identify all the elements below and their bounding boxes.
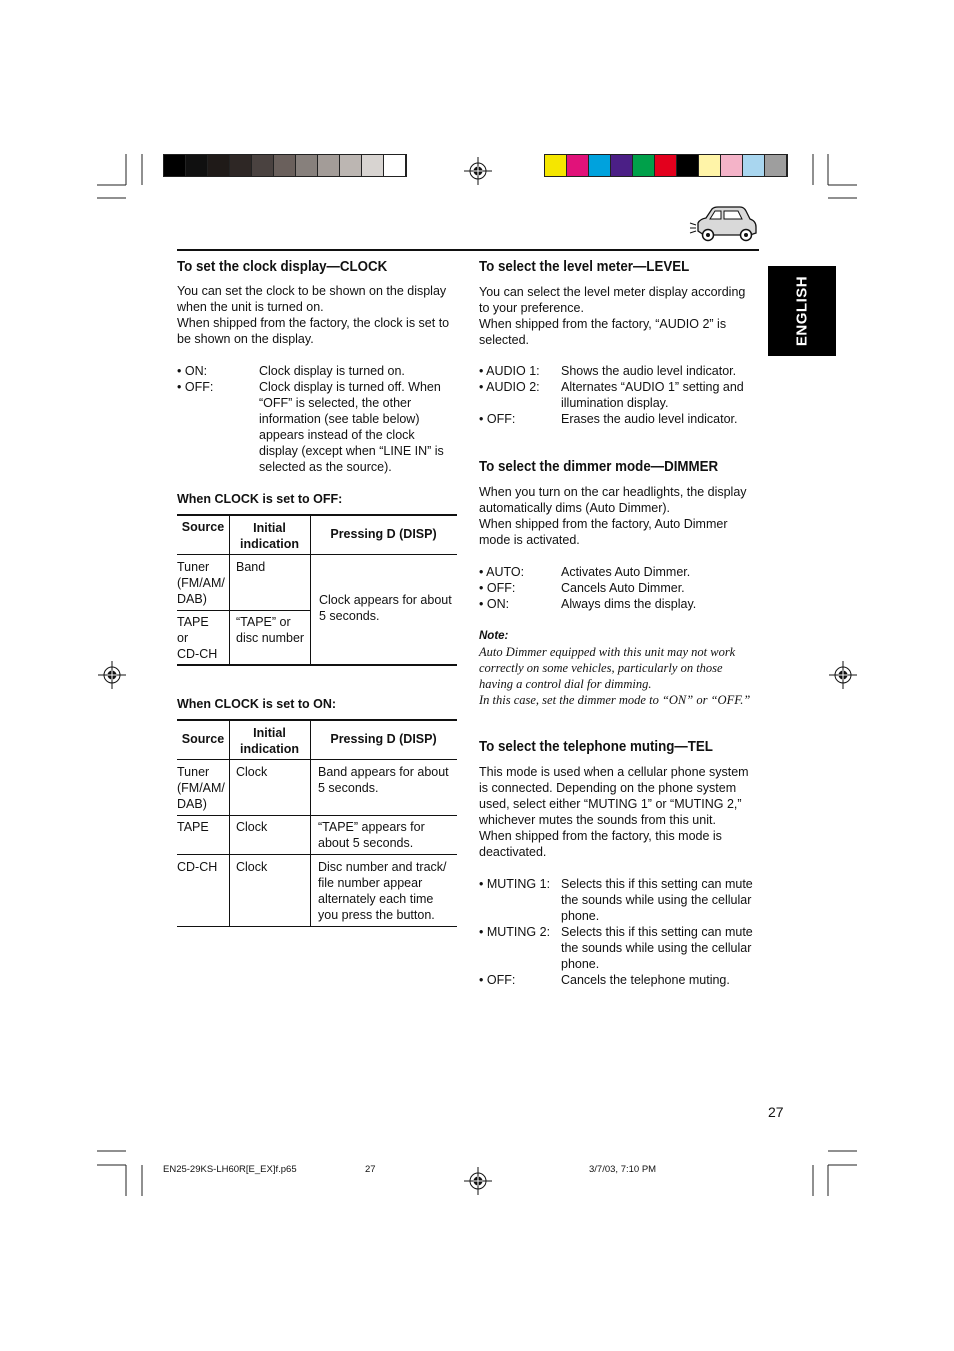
table-row-initial	[236, 559, 265, 575]
text-line: When shipped from the factory, “AUDIO 2” is	[479, 317, 727, 331]
text-line: about 5 seconds.	[318, 836, 414, 850]
car-icon	[688, 203, 760, 245]
text-line: you press the button.	[318, 908, 435, 922]
text-line: alternately each time	[318, 892, 434, 906]
text-line: You can set the clock to be shown on the display	[177, 284, 447, 298]
clock-off-table	[177, 514, 457, 667]
text-line: indication	[239, 537, 300, 551]
text-line: be shown on the display.	[177, 332, 314, 346]
text-line: selected.	[479, 333, 530, 347]
text-line: Band appears for about	[318, 765, 449, 779]
dimmer-heading: To select the dimmer mode—DIMMER	[479, 459, 719, 475]
text-line: “OFF” is selected, the other	[259, 396, 412, 410]
gray-swatch	[208, 155, 230, 176]
dimmer-intro	[479, 484, 764, 548]
text-line: whichever mutes the sounds from this unit.	[479, 813, 716, 827]
text-line: used, select either “MUTING 1” or “MUTING 2,”	[479, 797, 742, 811]
clock-intro	[177, 283, 462, 347]
footer-file: EN25-29KS-LH60R[E_EX]f.p65	[163, 1164, 297, 1175]
table-row-pressing	[319, 592, 452, 624]
table-row-initial: Clock	[236, 765, 268, 779]
text-line: the sounds while using the cellular	[561, 893, 752, 907]
table-row-source: CD-CH	[177, 860, 218, 874]
option-desc: Cancels Auto Dimmer.	[561, 581, 685, 595]
color-swatch	[677, 155, 699, 176]
text-line: When shipped from the factory, the clock is set to	[177, 316, 450, 330]
text-line: when the unit is turned on.	[177, 300, 324, 314]
text-line: selected as the source).	[259, 460, 392, 474]
text-line: Band	[236, 560, 266, 574]
text-line: phone.	[561, 909, 600, 923]
clock-option-on	[177, 363, 462, 379]
text-line: When shipped from the factory, Auto Dimmer	[479, 517, 728, 531]
table-row-pressing	[318, 764, 449, 796]
option-desc: Clock display is turned on.	[259, 364, 405, 378]
tel-option-muting2	[479, 924, 764, 972]
text-line: disc number	[236, 631, 305, 645]
gray-swatch	[230, 155, 252, 176]
dimmer-option-on	[479, 596, 764, 612]
color-swatch	[589, 155, 611, 176]
option-label: • ON:	[479, 597, 510, 611]
text-line: to your preference.	[479, 301, 584, 315]
clock-on-table	[177, 719, 457, 928]
col-header-initial	[229, 520, 310, 552]
option-desc	[561, 379, 744, 411]
text-line: correctly on some vehicles, particularly on those	[479, 661, 723, 675]
option-desc	[561, 876, 753, 924]
dimmer-option-auto	[479, 564, 764, 580]
color-swatch	[611, 155, 633, 176]
footer-page: 27	[365, 1164, 376, 1175]
text-line: file number appear	[318, 876, 423, 890]
level-heading: To select the level meter—LEVEL	[479, 259, 690, 275]
text-line: Clock appears for about	[319, 593, 452, 607]
dimmer-option-off	[479, 580, 764, 596]
option-desc: Activates Auto Dimmer.	[561, 565, 691, 579]
level-option-audio2	[479, 379, 764, 411]
gray-swatch	[318, 155, 340, 176]
color-swatch	[699, 155, 721, 176]
gray-swatch	[252, 155, 274, 176]
language-tab	[768, 266, 836, 356]
option-label: • OFF:	[177, 380, 214, 394]
text-line: display (except when “LINE IN” is	[259, 444, 444, 458]
header-rule	[177, 249, 759, 251]
registration-target-icon	[464, 1167, 492, 1195]
col-header-pressing: Pressing D (DISP)	[330, 527, 437, 541]
text-line: DAB)	[177, 592, 207, 606]
text-line: DAB)	[177, 797, 207, 811]
grayscale-bar	[163, 154, 407, 177]
gray-swatch	[164, 155, 186, 176]
level-option-off	[479, 411, 764, 427]
tel-intro	[479, 764, 764, 860]
table-row-pressing	[318, 819, 425, 851]
text-line: or	[177, 631, 189, 645]
text-line: is connected. Depending on the phone system	[479, 781, 737, 795]
text-line: Selects this if this setting can mute	[561, 877, 753, 891]
clock-option-off	[177, 379, 462, 475]
color-swatch	[633, 155, 655, 176]
page-number: 27	[768, 1104, 784, 1120]
option-desc	[259, 379, 444, 475]
text-line: TAPE	[177, 615, 209, 629]
color-swatch	[567, 155, 589, 176]
text-line: This mode is used when a cellular phone system	[479, 765, 749, 779]
registration-target-icon	[464, 157, 492, 185]
option-desc: Cancels the telephone muting.	[561, 973, 730, 987]
text-line: (FM/AM/	[177, 576, 225, 590]
gray-swatch	[384, 155, 406, 176]
text-line: the sounds while using the cellular	[561, 941, 752, 955]
gray-swatch	[274, 155, 296, 176]
table-row-source	[177, 559, 225, 607]
color-swatch	[655, 155, 677, 176]
footer-date: 3/7/03, 7:10 PM	[589, 1164, 657, 1175]
option-label: • MUTING 1:	[479, 877, 551, 891]
text-line: deactivated.	[479, 845, 547, 859]
note-label: Note:	[479, 630, 509, 642]
text-line: illumination display.	[561, 396, 669, 410]
tel-option-muting1	[479, 876, 764, 924]
text-line: automatically dims (Auto Dimmer).	[479, 501, 671, 515]
tel-heading: To select the telephone muting—TEL	[479, 739, 713, 755]
text-line: You can select the level meter display according	[479, 285, 746, 299]
text-line: phone.	[561, 957, 600, 971]
option-desc	[561, 924, 753, 972]
gray-swatch	[296, 155, 318, 176]
text-line: 5 seconds.	[319, 609, 380, 623]
text-line: Initial	[253, 521, 286, 535]
table-row-pressing	[318, 859, 447, 923]
text-line: “TAPE” appears for	[318, 820, 425, 834]
text-line: Tuner	[177, 765, 210, 779]
text-line: When shipped from the factory, this mode is	[479, 829, 722, 843]
dimmer-note	[479, 644, 769, 708]
gray-swatch	[340, 155, 362, 176]
text-line: indication	[239, 742, 300, 756]
color-swatch	[545, 155, 567, 176]
table-on-title: When CLOCK is set to ON:	[177, 697, 337, 711]
text-line: information (see table below)	[259, 412, 420, 426]
tel-option-off	[479, 972, 764, 988]
option-label: • OFF:	[479, 412, 516, 426]
option-label: • MUTING 2:	[479, 925, 551, 939]
table-row-source: TAPE	[177, 820, 209, 834]
color-bar	[544, 154, 788, 177]
text-line: (FM/AM/	[177, 781, 225, 795]
text-line: CD-CH	[177, 647, 218, 661]
col-header-source: Source	[181, 520, 225, 534]
text-line: Selects this if this setting can mute	[561, 925, 753, 939]
table-row-initial: Clock	[236, 820, 268, 834]
col-header-pressing: Pressing D (DISP)	[330, 732, 437, 746]
text-line: mode is activated.	[479, 533, 580, 547]
table-off-title: When CLOCK is set to OFF:	[177, 492, 343, 506]
level-option-audio1	[479, 363, 764, 379]
text-line: “TAPE” or	[236, 615, 291, 629]
table-row-initial: Clock	[236, 860, 268, 874]
option-label: • AUDIO 1:	[479, 364, 540, 378]
text-line: Alternates “AUDIO 1” setting and	[561, 380, 744, 394]
col-header-source: Source	[181, 732, 225, 746]
text-line: appears instead of the clock	[259, 428, 415, 442]
text-line: In this case, set the dimmer mode to “ON” or “OFF.”	[479, 693, 751, 707]
clock-heading: To set the clock display—CLOCK	[177, 259, 388, 275]
gray-swatch	[362, 155, 384, 176]
col-header-initial	[229, 725, 310, 757]
text-line: Clock display is turned off. When	[259, 380, 441, 394]
option-label: • AUTO:	[479, 565, 525, 579]
text-line: Disc number and track/	[318, 860, 447, 874]
text-line: Auto Dimmer equipped with this unit may not work	[479, 645, 736, 659]
registration-target-icon	[829, 661, 857, 689]
color-swatch	[743, 155, 765, 176]
level-intro	[479, 284, 764, 348]
language-tab-label: ENGLISH	[793, 275, 811, 347]
option-desc: Shows the audio level indicator.	[561, 364, 737, 378]
table-row-source	[177, 764, 225, 812]
option-label: • OFF:	[479, 973, 516, 987]
color-swatch	[721, 155, 743, 176]
table-row-initial	[236, 614, 304, 646]
registration-target-icon	[98, 661, 126, 689]
option-desc: Erases the audio level indicator.	[561, 412, 738, 426]
text-line: Tuner	[177, 560, 210, 574]
color-swatch	[765, 155, 787, 176]
option-label: • ON:	[177, 364, 208, 378]
text-line: having a control dial for dimming.	[479, 677, 652, 691]
option-label: • AUDIO 2:	[479, 380, 540, 394]
gray-swatch	[186, 155, 208, 176]
option-desc: Always dims the display.	[561, 597, 697, 611]
option-label: • OFF:	[479, 581, 516, 595]
text-line: 5 seconds.	[318, 781, 379, 795]
text-line: Initial	[253, 726, 286, 740]
text-line: When you turn on the car headlights, the display	[479, 485, 747, 499]
table-row-source	[177, 614, 217, 662]
